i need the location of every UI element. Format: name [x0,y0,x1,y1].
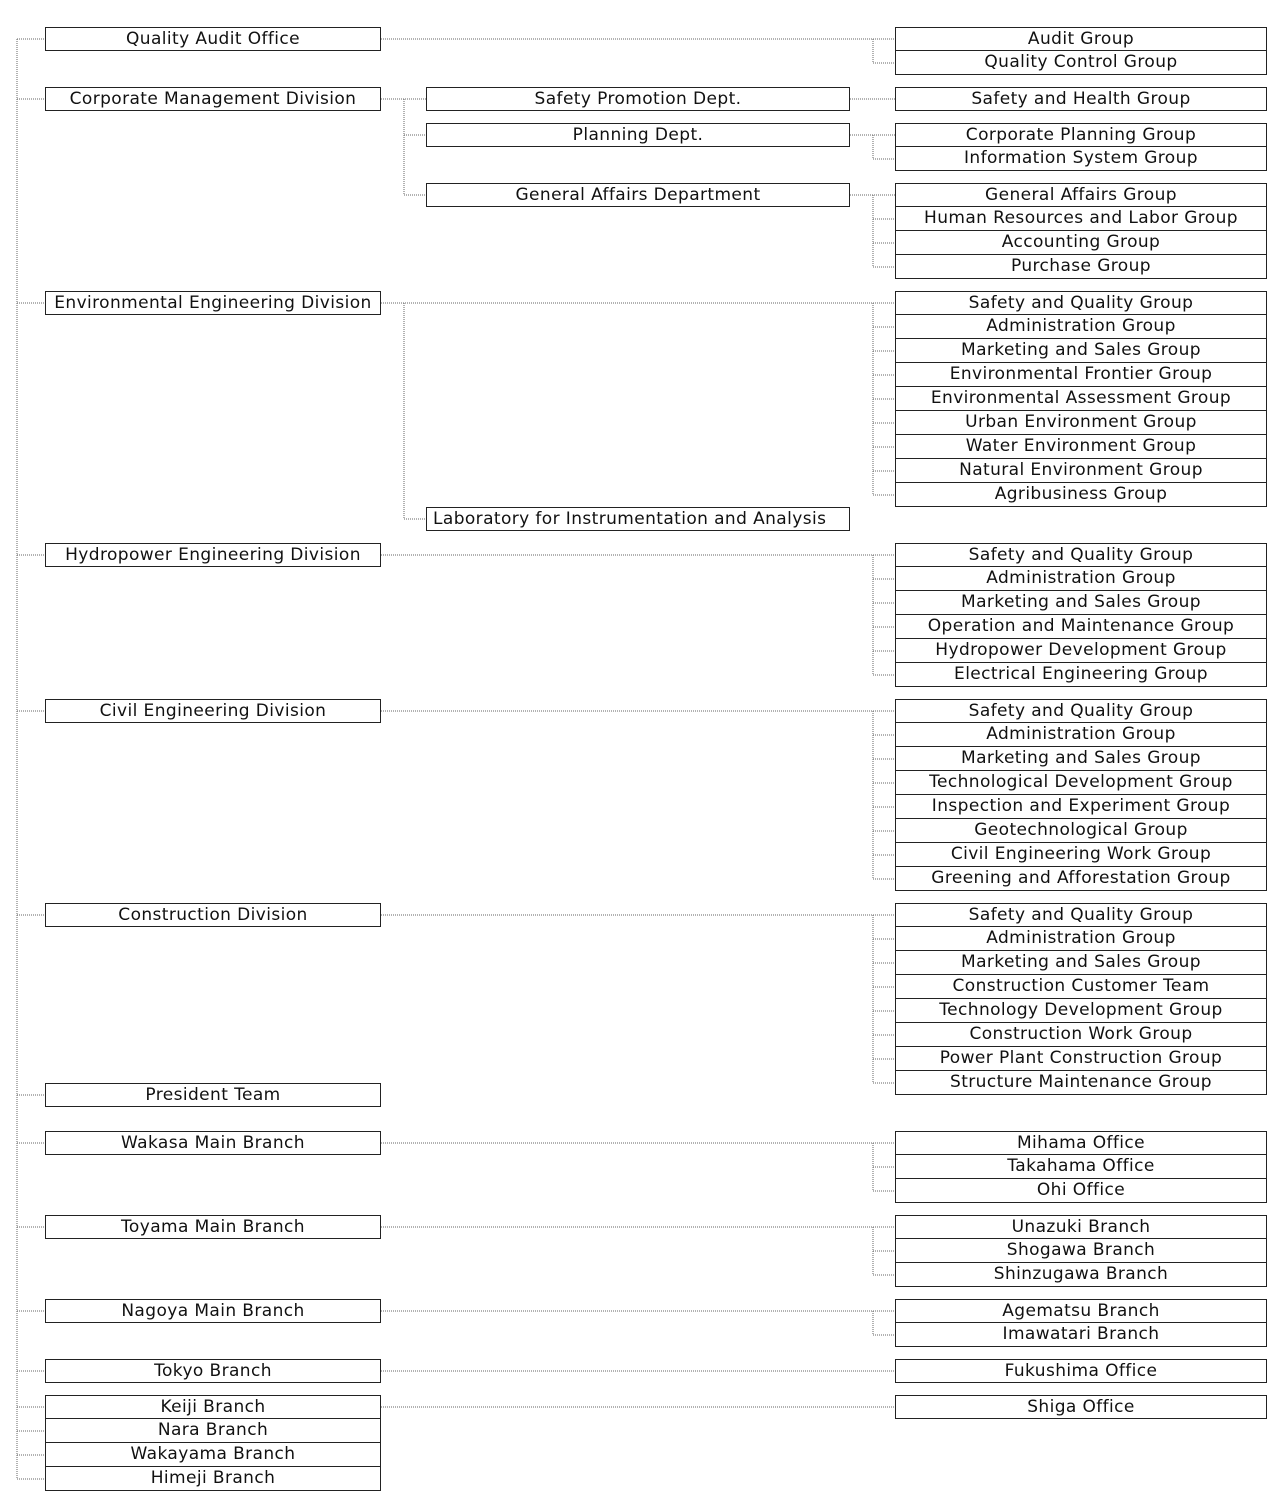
division-group-box: Agematsu Branch [895,1299,1267,1323]
division-group-box: Structure Maintenance Group [895,1071,1267,1095]
division-group-box: Fukushima Office [895,1359,1267,1383]
division-box: Toyama Main Branch [45,1215,381,1239]
division-group-box: Electrical Engineering Group [895,663,1267,687]
division-box: President Team [45,1083,381,1107]
division-box: Construction Division [45,903,381,927]
department-box: Planning Dept. [426,123,850,147]
division-group-box: Safety and Quality Group [895,543,1267,567]
division-group-box: Civil Engineering Work Group [895,843,1267,867]
division-group-box: Administration Group [895,567,1267,591]
division-box: Tokyo Branch [45,1359,381,1383]
division-group-box: Technological Development Group [895,771,1267,795]
dept-group-box: Purchase Group [895,255,1267,279]
dept-group-box: Safety and Health Group [895,87,1267,111]
division-group-box: Marketing and Sales Group [895,951,1267,975]
division-group-box: Marketing and Sales Group [895,339,1267,363]
division-group-box: Shinzugawa Branch [895,1263,1267,1287]
dept-group-box: Human Resources and Labor Group [895,207,1267,231]
division-group-box: Geotechnological Group [895,819,1267,843]
division-group-box: Safety and Quality Group [895,699,1267,723]
division-group-box: Agribusiness Group [895,483,1267,507]
division-group-box: Environmental Frontier Group [895,363,1267,387]
division-group-box: Administration Group [895,927,1267,951]
division-group-box: Greening and Afforestation Group [895,867,1267,891]
division-group-box: Environmental Assessment Group [895,387,1267,411]
division-group-box: Safety and Quality Group [895,903,1267,927]
division-group-box: Administration Group [895,723,1267,747]
dept-group-box: Information System Group [895,147,1267,171]
division-group-box: Ohi Office [895,1179,1267,1203]
division-group-box: Quality Control Group [895,51,1267,75]
division-group-box: Takahama Office [895,1155,1267,1179]
department-box: Safety Promotion Dept. [426,87,850,111]
division-group-box: Construction Work Group [895,1023,1267,1047]
dept-group-box: Accounting Group [895,231,1267,255]
division-group-box: Safety and Quality Group [895,291,1267,315]
division-box: Civil Engineering Division [45,699,381,723]
division-group-box: Marketing and Sales Group [895,747,1267,771]
division-group-box: Operation and Maintenance Group [895,615,1267,639]
division-group-box: Mihama Office [895,1131,1267,1155]
division-box: Wakasa Main Branch [45,1131,381,1155]
division-box: Environmental Engineering Division [45,291,381,315]
department-box: General Affairs Department [426,183,850,207]
branch-box: Himeji Branch [45,1467,381,1491]
division-group-box: Construction Customer Team [895,975,1267,999]
division-group-box: Urban Environment Group [895,411,1267,435]
division-group-box: Unazuki Branch [895,1215,1267,1239]
office-box: Shiga Office [895,1395,1267,1419]
branch-box: Keiji Branch [45,1395,381,1419]
division-group-box: Technology Development Group [895,999,1267,1023]
division-group-box: Inspection and Experiment Group [895,795,1267,819]
branch-box: Wakayama Branch [45,1443,381,1467]
dept-group-box: Corporate Planning Group [895,123,1267,147]
division-group-box: Audit Group [895,27,1267,51]
division-box: Nagoya Main Branch [45,1299,381,1323]
dept-group-box: General Affairs Group [895,183,1267,207]
division-box: Quality Audit Office [45,27,381,51]
division-group-box: Power Plant Construction Group [895,1047,1267,1071]
division-group-box: Shogawa Branch [895,1239,1267,1263]
division-group-box: Imawatari Branch [895,1323,1267,1347]
division-group-box: Water Environment Group [895,435,1267,459]
division-group-box: Administration Group [895,315,1267,339]
division-group-box: Hydropower Development Group [895,639,1267,663]
division-group-box: Marketing and Sales Group [895,591,1267,615]
division-group-box: Natural Environment Group [895,459,1267,483]
branch-box: Nara Branch [45,1419,381,1443]
division-box: Corporate Management Division [45,87,381,111]
laboratory-box: Laboratory for Instrumentation and Analysis [426,507,850,531]
division-box: Hydropower Engineering Division [45,543,381,567]
